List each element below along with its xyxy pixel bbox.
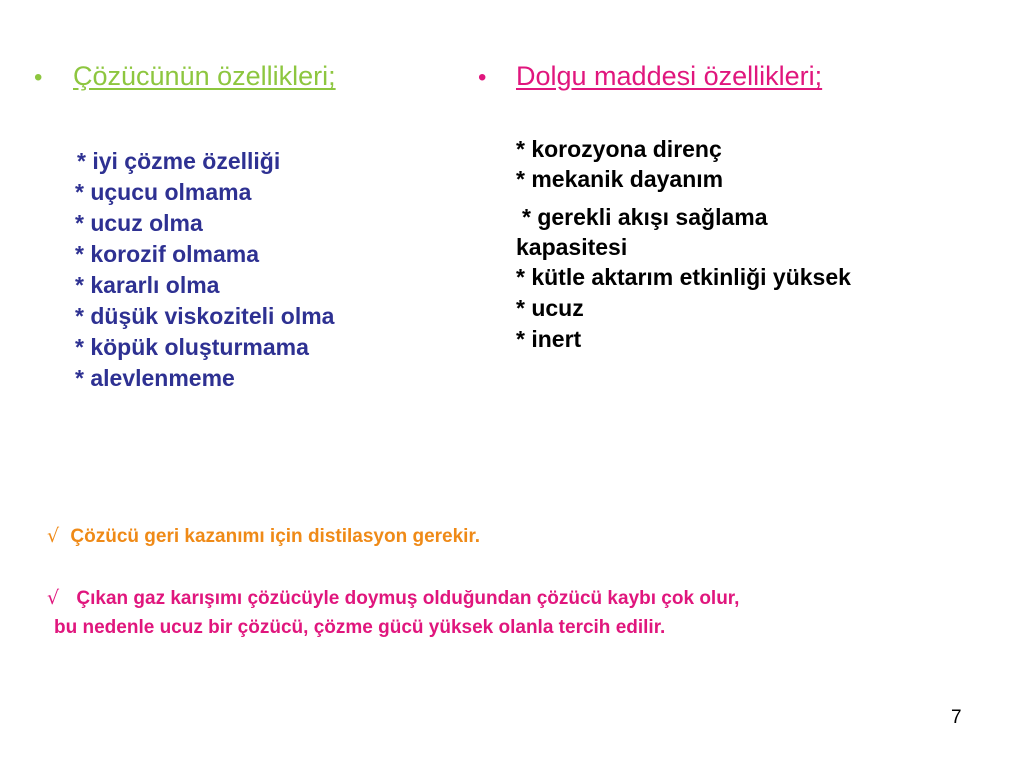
left-bullet-icon: •	[34, 64, 43, 91]
list-item: * inert	[516, 326, 582, 352]
note-solvent-loss-continuation: bu nedenle ucuz bir çözücü, çözme gücü yüksek olanla tercih edilir.	[54, 617, 666, 638]
list-item: * kararlı olma	[75, 272, 220, 298]
right-bullet-icon: •	[478, 64, 487, 91]
note-solvent-loss	[47, 584, 739, 613]
note-text: Çözücü geri kazanımı için distilasyon gerekir.	[70, 526, 481, 547]
list-item: * köpük oluşturmama	[75, 334, 309, 360]
list-item: * ucuz olma	[75, 210, 203, 236]
list-item: kapasitesi	[516, 234, 628, 260]
list-item: * gerekli akışı sağlama	[522, 204, 768, 230]
left-heading: Çözücünün özellikleri;	[73, 61, 336, 91]
note-text: Çıkan gaz karışımı çözücüyle doymuş olduğundan çözücü kaybı çok olur,	[76, 588, 740, 609]
list-item: * kütle aktarım etkinliği yüksek	[516, 264, 851, 290]
list-item: * korozyona direnç	[516, 136, 722, 162]
list-item: * iyi çözme özelliği	[77, 148, 281, 174]
list-item: * mekanik dayanım	[516, 166, 724, 192]
list-item: * uçucu olmama	[75, 179, 252, 205]
list-item: * ucuz	[516, 295, 584, 321]
checkmark-icon: √	[47, 525, 60, 547]
list-item: * düşük viskoziteli olma	[75, 303, 335, 329]
right-heading: Dolgu maddesi özellikleri;	[516, 61, 823, 91]
list-item: * alevlenmeme	[75, 365, 235, 391]
note-distillation	[47, 522, 480, 551]
checkmark-icon: √	[47, 587, 60, 609]
page-number: 7	[951, 707, 962, 728]
list-item: * korozif olmama	[75, 241, 260, 267]
